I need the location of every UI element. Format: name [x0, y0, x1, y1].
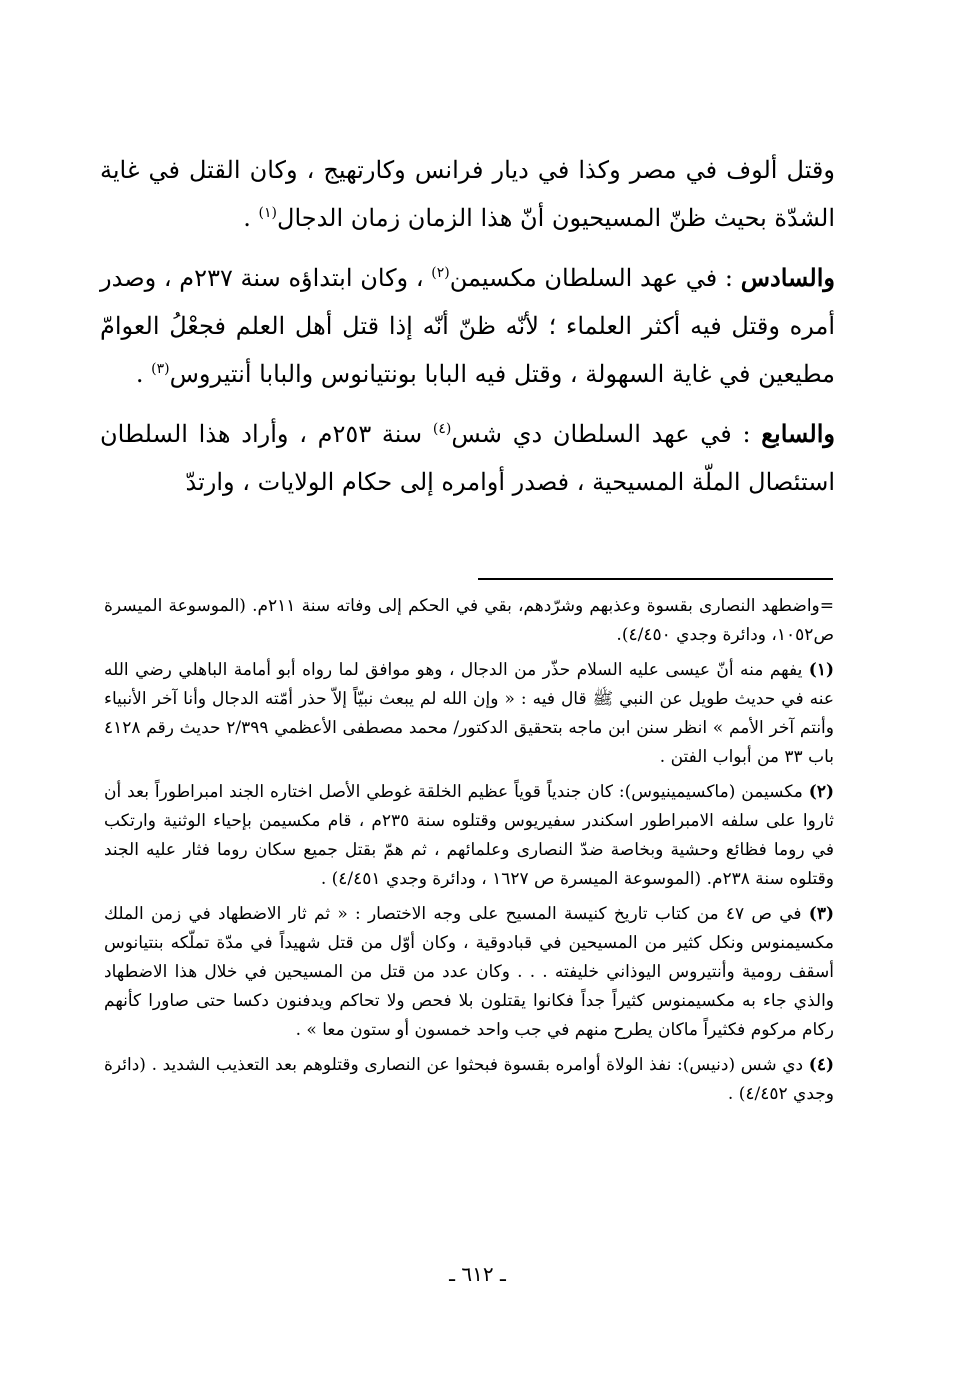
paragraph-text: : في عهد السلطان دي شس [451, 420, 762, 448]
footnote-ref: (١) [258, 205, 277, 221]
paragraph-lead: والسابع [761, 419, 835, 448]
paragraph [100, 410, 835, 506]
paragraph-text: وقتل ألوف في مصر وكذا في ديار فرانس وكارتهيج ، وكان القتل في غاية الشدّة بحيث ظنّ المسيحيون أنّ هذا الزمان زمان الدجال [100, 156, 835, 232]
footnote-ref: (٣) [151, 361, 170, 377]
paragraph-tail: . [243, 204, 259, 232]
footnote [104, 900, 834, 1045]
paragraph [100, 254, 835, 398]
footnote-number: (٤) [808, 1055, 834, 1075]
footnote [104, 656, 834, 772]
footnote [104, 1051, 834, 1109]
paragraph-text: : في عهد السلطان مكسيمن [449, 264, 741, 292]
footnote-text: مكسيمن (ماكسيمينيوس): كان جندياً قوياً عظيم الخلقة غوطي الأصل اختاره الجند امبراطوراً بعد أن ثاروا على سلفه الامبراطور اسكندر سفيريوس وقتلوه سنة ٢٣٥م ، قام مكسيمن بإحياء الوثنية وارتكب في روما فظائع وحشية وبخاصة ضدّ النصارى وعلمائهم ، ثم همّ بقتل جميع سكان روما فثار عليه الجند وقتلوه سنة ٢٣٨م. (الموسوعة الميسرة ص ١٦٢٧ ، ودائرة وجدي ٤/٤٥١) . [104, 782, 834, 889]
paragraph-tail: . [135, 360, 152, 388]
footnote-text: في ص ٤٧ من كتاب تاريخ كنيسة المسيح على وجه الاختصار : « ثم ثار الاضطهاد في زمن الملك مكسيمنوس ونكل كثير من المسيحين في قبادوقية ، وكان أوّل من قتل شهيداً في مدّة تملّكه بنتيانوس أسقف رومية وأنتيروس اليوذاني خليفته . . . وكان عدد من قتل من المسيحين في خلال هذا الاضطهاد والذي جاء به مكسيمنوس كثيراً جداً فكانوا يقتلون بلا فحص ولا تحاكم ويدفنون دكسا حتى صاورا كأنهم ركام مركوم فكثيراً ماكان يطرح منهم في جب واحد خمسون أو ستون معا » . [104, 904, 834, 1040]
footnote-continuation: =واضطهد النصارى بقسوة وعذبهم وشرّدهم، بقي في الحكم إلى وفاته سنة ٢١١م. (الموسوعة الميسرة ص١٠٥٢، ودائرة وجدي ٤/٤٥٠). [104, 596, 834, 645]
footnote-ref: (٢) [431, 265, 450, 281]
footnote-text: دي شس (دنيس): نفذ الولاة أوامره بقسوة فبحثوا عن النصارى وقتلوهم بعد التعذيب الشديد . (دائرة وجدي ٤/٤٥٢) . [104, 1055, 834, 1104]
page-number: ـ ٦١٢ ـ [449, 1262, 506, 1286]
footnotes [104, 592, 834, 1115]
footnote-separator [478, 578, 833, 580]
paragraph-lead: والسادس [740, 263, 835, 292]
paragraph-tail: ، وكان ابتداؤه سنة ٢٣٧م ، وصدر أمره وقتل فيه أكثر العلماء ؛ لأنّه ظنّ أنّه إذا قتل أهل العلم فجعْلُ العوامّ مطيعين في غاية السهولة ، وقتل فيه البابا بونتيانوس والبابا أنتيروس [100, 264, 835, 388]
footnote-ref: (٤) [432, 421, 452, 437]
footnote-text: يفهم منه أنّ عيسى عليه السلام حذّر من الدجال ، وهو موافق لما رواه أبو أمامة الباهلي رضي الله عنه في حديث طويل عن النبي ﷺ قال فيه : « وإن الله لم يبعث نبيّاً إلاّ حذر أمّته الدجال وأنا آخر الأنبياء وأنتم آخر الأمم » انظر سنن ابن ماجه بتحقيق الدكتور/ محمد مصطفى الأعظمي ٢/٣٩٩ حديث رقم ٤١٢٨ باب ٣٣ من أبواب الفتن . [104, 660, 834, 767]
paragraph-tail: سنة ٢٥٣م ، وأراد هذا السلطان استئصال الملّة المسيحية ، فصدر أوامره إلى حكام الولايات ، وارتدّ [100, 420, 835, 496]
footnote-number: (١) [808, 660, 834, 680]
main-text [100, 146, 835, 506]
footnote-number: (٣) [808, 904, 834, 924]
paragraph [100, 146, 835, 242]
footnote-number: (٢) [808, 782, 834, 802]
footnote [104, 778, 834, 894]
